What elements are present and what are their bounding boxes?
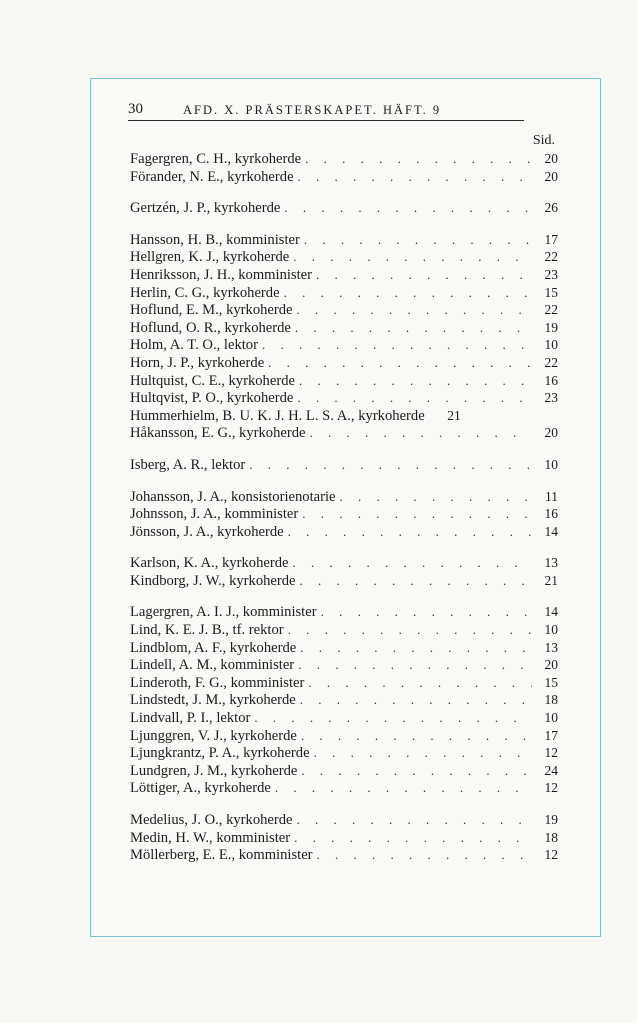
entry-name: Herlin, C. G., kyrkoherde bbox=[130, 284, 280, 301]
dot-leader bbox=[297, 301, 532, 319]
entry-page: 15 bbox=[544, 284, 558, 300]
index-entry bbox=[130, 727, 558, 745]
dot-leader bbox=[314, 744, 532, 762]
entry-name: Linderoth, F. G., komminister bbox=[130, 674, 305, 691]
entry-name: Henriksson, J. H., komminister bbox=[130, 266, 313, 283]
entry-page: 18 bbox=[544, 829, 558, 845]
index-entry bbox=[130, 639, 558, 657]
dot-leader bbox=[301, 762, 532, 780]
dot-leader bbox=[284, 199, 532, 217]
entry-page: 12 bbox=[544, 745, 558, 761]
entry-page: 21 bbox=[544, 572, 558, 588]
index-entry bbox=[130, 199, 558, 217]
index-entry bbox=[130, 762, 558, 780]
entry-name: Hummerhielm, B. U. K. J. H. L. S. A., kyrkoherde bbox=[130, 407, 425, 424]
entry-name: Hellgren, K. J., kyrkoherde bbox=[130, 249, 290, 266]
dot-leader bbox=[293, 248, 532, 266]
index-entry bbox=[130, 354, 558, 372]
entry-page: 26 bbox=[544, 200, 558, 216]
dot-leader bbox=[301, 727, 532, 745]
entry-page: 16 bbox=[544, 506, 558, 522]
entry-name: Gertzén, J. P., kyrkoherde bbox=[130, 200, 281, 217]
entry-name: Medelius, J. O., kyrkoherde bbox=[130, 812, 293, 828]
dot-leader bbox=[298, 656, 532, 674]
dot-leader bbox=[254, 709, 532, 727]
entry-name: Hansson, H. B., komminister bbox=[130, 231, 300, 248]
entry-page: 15 bbox=[544, 674, 558, 690]
dot-leader bbox=[284, 284, 532, 302]
dot-leader bbox=[268, 354, 532, 372]
entry-name: Förander, N. E., kyrkoherde bbox=[130, 168, 294, 185]
entry-page: 23 bbox=[544, 266, 558, 282]
index-group bbox=[130, 811, 558, 864]
index-group bbox=[130, 456, 558, 474]
dot-leader bbox=[310, 424, 533, 442]
entry-name: Lundgren, J. M., kyrkoherde bbox=[130, 762, 298, 779]
dot-leader bbox=[275, 779, 532, 797]
entry-page: 16 bbox=[544, 372, 558, 388]
running-head bbox=[128, 98, 524, 121]
index-entry bbox=[130, 372, 558, 390]
index-entry bbox=[130, 407, 558, 425]
entry-name: Hoflund, O. R., kyrkoherde bbox=[130, 319, 291, 336]
index-entry bbox=[130, 456, 558, 474]
dot-leader bbox=[302, 505, 532, 523]
entry-page: 21 bbox=[447, 407, 461, 423]
index-group bbox=[130, 231, 558, 442]
entry-name: Håkansson, E. G., kyrkoherde bbox=[130, 425, 306, 442]
dot-leader bbox=[300, 639, 532, 657]
entry-page: 14 bbox=[544, 523, 558, 539]
entry-page: 22 bbox=[544, 249, 558, 265]
entry-name: Löttiger, A., kyrkoherde bbox=[130, 780, 271, 797]
index-entry bbox=[130, 284, 558, 302]
dot-leader bbox=[297, 389, 532, 407]
entry-page: 12 bbox=[544, 780, 558, 796]
dot-leader bbox=[298, 168, 532, 186]
entry-page: 23 bbox=[544, 390, 558, 406]
entry-name: Jönsson, J. A., kyrkoherde bbox=[130, 523, 284, 540]
entry-page: 22 bbox=[544, 302, 558, 318]
page-column-label: Sid. bbox=[532, 133, 555, 148]
index-entry bbox=[130, 656, 558, 674]
page-number: 30 bbox=[128, 101, 143, 117]
index-entry bbox=[130, 674, 558, 692]
dot-leader bbox=[249, 456, 532, 474]
index-entry bbox=[130, 709, 558, 727]
entry-page: 22 bbox=[544, 354, 558, 370]
index-entry bbox=[130, 829, 558, 847]
dot-leader bbox=[321, 603, 532, 621]
index-entry bbox=[130, 505, 558, 523]
entry-name: Hoflund, E. M., kyrkoherde bbox=[130, 302, 293, 319]
entry-page: 17 bbox=[544, 727, 558, 743]
entry-name: Isberg, A. R., lektor bbox=[130, 456, 246, 473]
dot-leader bbox=[295, 319, 532, 337]
index-entry bbox=[130, 691, 558, 709]
entry-page: 11 bbox=[545, 488, 558, 504]
entry-name: Johansson, J. A., konsistorienotarie bbox=[130, 488, 336, 505]
index-group bbox=[130, 554, 558, 589]
index-entry bbox=[130, 301, 558, 319]
entry-page: 20 bbox=[544, 168, 558, 184]
entry-name: Ljungkrantz, P. A., kyrkoherde bbox=[130, 745, 310, 762]
index-entry bbox=[130, 744, 558, 762]
dot-leader bbox=[299, 372, 532, 390]
dot-leader bbox=[340, 488, 532, 506]
entry-page: 10 bbox=[544, 456, 558, 472]
index-group bbox=[130, 488, 558, 541]
dot-leader bbox=[262, 336, 532, 354]
dot-leader bbox=[294, 829, 532, 847]
entry-page: 14 bbox=[544, 604, 558, 620]
index-entry bbox=[130, 554, 558, 572]
entry-page: 10 bbox=[544, 622, 558, 638]
index-entry bbox=[130, 779, 558, 797]
entry-name: Hultqvist, P. O., kyrkoherde bbox=[130, 390, 294, 407]
entry-name: Lindvall, P. I., lektor bbox=[130, 710, 251, 727]
entry-name: Kindborg, J. W., kyrkoherde bbox=[130, 572, 296, 589]
entry-name: Lindblom, A. F., kyrkoherde bbox=[130, 639, 297, 656]
entry-name: Fagergren, C. H., kyrkoherde bbox=[130, 151, 302, 167]
entry-page: 10 bbox=[544, 710, 558, 726]
entry-name: Johnsson, J. A., komminister bbox=[130, 506, 299, 523]
entry-name: Lindstedt, J. M., kyrkoherde bbox=[130, 692, 296, 709]
dot-leader bbox=[300, 572, 532, 590]
entry-page: 13 bbox=[544, 639, 558, 655]
index-entry bbox=[130, 846, 558, 864]
entry-page: 20 bbox=[544, 151, 558, 166]
index-entry bbox=[130, 168, 558, 186]
entry-page: 13 bbox=[544, 555, 558, 571]
dot-leader bbox=[297, 811, 532, 829]
index-entry bbox=[130, 389, 558, 407]
dot-leader bbox=[288, 523, 532, 541]
index-group bbox=[130, 199, 558, 217]
entry-name: Holm, A. T. O., lektor bbox=[130, 337, 258, 354]
entry-page: 18 bbox=[544, 692, 558, 708]
entry-page: 17 bbox=[544, 231, 558, 247]
entry-page: 20 bbox=[544, 425, 558, 441]
index-entry bbox=[130, 150, 558, 168]
dot-leader bbox=[317, 846, 532, 864]
index-entry bbox=[130, 424, 558, 442]
entry-page: 19 bbox=[544, 319, 558, 335]
entry-page: 19 bbox=[544, 812, 558, 827]
dot-leader bbox=[305, 150, 532, 168]
name-index bbox=[130, 150, 558, 878]
index-entry bbox=[130, 266, 558, 284]
entry-page: 20 bbox=[544, 657, 558, 673]
index-entry bbox=[130, 231, 558, 249]
entry-name: Lind, K. E. J. B., tf. rektor bbox=[130, 622, 284, 639]
dot-leader bbox=[316, 266, 532, 284]
index-entry bbox=[130, 248, 558, 266]
index-group bbox=[130, 150, 558, 185]
index-entry bbox=[130, 319, 558, 337]
index-entry bbox=[130, 336, 558, 354]
dot-leader bbox=[288, 621, 532, 639]
index-entry bbox=[130, 572, 558, 590]
section-title: AFD. X. PRÄSTERSKAPET. HÄFT. 9 bbox=[183, 102, 442, 117]
entry-name: Hultquist, C. E., kyrkoherde bbox=[130, 372, 295, 389]
dot-leader bbox=[308, 674, 532, 692]
entry-name: Ljunggren, V. J., kyrkoherde bbox=[130, 727, 297, 744]
entry-name: Medin, H. W., komminister bbox=[130, 829, 291, 846]
entry-name: Lagergren, A. I. J., komminister bbox=[130, 604, 317, 621]
index-entry bbox=[130, 621, 558, 639]
entry-page: 24 bbox=[544, 762, 558, 778]
index-group bbox=[130, 603, 558, 797]
entry-name: Horn, J. P., kyrkoherde bbox=[130, 354, 265, 371]
dot-leader bbox=[292, 554, 532, 572]
index-entry bbox=[130, 603, 558, 621]
entry-name: Karlson, K. A., kyrkoherde bbox=[130, 555, 289, 572]
entry-page: 12 bbox=[544, 847, 558, 863]
dot-leader bbox=[300, 691, 532, 709]
index-entry bbox=[130, 488, 558, 506]
entry-page: 10 bbox=[544, 337, 558, 353]
index-entry bbox=[130, 811, 558, 829]
dot-leader bbox=[304, 231, 532, 249]
entry-name: Lindell, A. M., komminister bbox=[130, 657, 295, 674]
entry-name: Möllerberg, E. E., komminister bbox=[130, 847, 313, 864]
index-entry bbox=[130, 523, 558, 541]
